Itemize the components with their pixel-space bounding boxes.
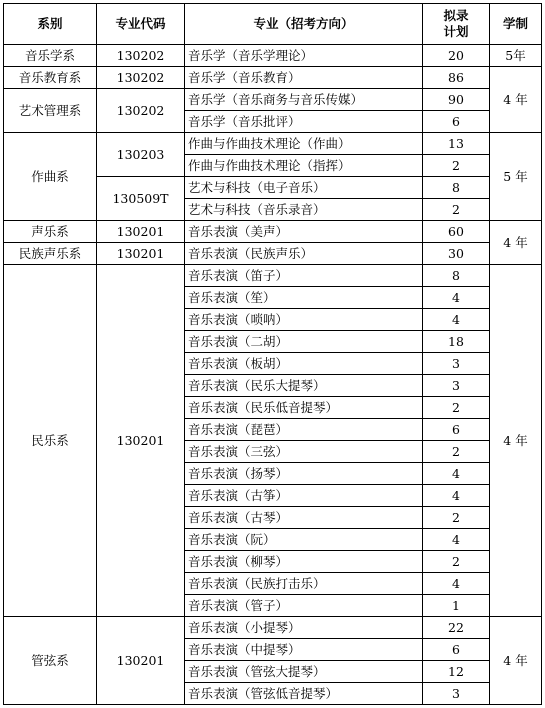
plan-cell: 1 bbox=[423, 595, 490, 617]
plan-cell: 8 bbox=[423, 265, 490, 287]
major-cell: 音乐表演（二胡） bbox=[185, 331, 423, 353]
major-cell: 音乐表演（管子） bbox=[185, 595, 423, 617]
code-cell: 130509T bbox=[97, 177, 185, 221]
duration-cell: 5年 bbox=[490, 45, 542, 67]
plan-cell: 90 bbox=[423, 89, 490, 111]
major-cell: 音乐表演（阮） bbox=[185, 529, 423, 551]
plan-cell: 2 bbox=[423, 155, 490, 177]
dept-cell: 管弦系 bbox=[4, 617, 97, 705]
duration-cell: 4 年 bbox=[490, 67, 542, 133]
major-cell: 作曲与作曲技术理论（指挥） bbox=[185, 155, 423, 177]
header-code: 专业代码 bbox=[97, 4, 185, 45]
code-cell: 130201 bbox=[97, 617, 185, 705]
plan-cell: 86 bbox=[423, 67, 490, 89]
plan-cell: 20 bbox=[423, 45, 490, 67]
major-cell: 艺术与科技（电子音乐） bbox=[185, 177, 423, 199]
major-cell: 艺术与科技（音乐录音） bbox=[185, 199, 423, 221]
table-row bbox=[4, 67, 542, 89]
header-plan bbox=[423, 4, 490, 45]
header-dept: 系别 bbox=[4, 4, 97, 45]
dept-cell: 音乐学系 bbox=[4, 45, 97, 67]
plan-cell: 2 bbox=[423, 551, 490, 573]
plan-cell: 3 bbox=[423, 683, 490, 705]
plan-cell: 4 bbox=[423, 287, 490, 309]
major-cell: 音乐表演（民族声乐） bbox=[185, 243, 423, 265]
plan-cell: 4 bbox=[423, 529, 490, 551]
major-cell: 作曲与作曲技术理论（作曲） bbox=[185, 133, 423, 155]
code-cell: 130203 bbox=[97, 133, 185, 177]
enrollment-plan-table bbox=[3, 3, 542, 705]
major-cell: 音乐表演（民乐大提琴） bbox=[185, 375, 423, 397]
code-cell: 130201 bbox=[97, 243, 185, 265]
plan-cell: 8 bbox=[423, 177, 490, 199]
dept-cell: 民乐系 bbox=[4, 265, 97, 617]
major-cell: 音乐学（音乐学理论） bbox=[185, 45, 423, 67]
header-plan-text bbox=[443, 8, 468, 40]
major-cell: 音乐表演（美声） bbox=[185, 221, 423, 243]
major-cell: 音乐学（音乐商务与音乐传媒） bbox=[185, 89, 423, 111]
dept-cell: 艺术管理系 bbox=[4, 89, 97, 133]
dept-cell: 音乐教育系 bbox=[4, 67, 97, 89]
major-cell: 音乐学（音乐教育） bbox=[185, 67, 423, 89]
plan-cell: 2 bbox=[423, 397, 490, 419]
duration-cell: 4 年 bbox=[490, 265, 542, 617]
plan-cell: 4 bbox=[423, 309, 490, 331]
code-cell: 130201 bbox=[97, 221, 185, 243]
header-major: 专业（招考方向） bbox=[185, 4, 423, 45]
plan-cell: 18 bbox=[423, 331, 490, 353]
header-row bbox=[4, 4, 542, 45]
duration-cell: 5 年 bbox=[490, 133, 542, 221]
table-row bbox=[4, 133, 542, 155]
table-row bbox=[4, 89, 542, 111]
major-cell: 音乐学（音乐批评） bbox=[185, 111, 423, 133]
major-cell: 音乐表演（管弦低音提琴） bbox=[185, 683, 423, 705]
plan-cell: 6 bbox=[423, 419, 490, 441]
major-cell: 音乐表演（古筝） bbox=[185, 485, 423, 507]
major-cell: 音乐表演（管弦大提琴） bbox=[185, 661, 423, 683]
table-row bbox=[4, 221, 542, 243]
major-cell: 音乐表演（柳琴） bbox=[185, 551, 423, 573]
major-cell: 音乐表演（板胡） bbox=[185, 353, 423, 375]
duration-cell: 4 年 bbox=[490, 617, 542, 705]
table-row bbox=[4, 617, 542, 639]
plan-cell: 4 bbox=[423, 463, 490, 485]
major-cell: 音乐表演（唢呐） bbox=[185, 309, 423, 331]
major-cell: 音乐表演（笙） bbox=[185, 287, 423, 309]
plan-cell: 12 bbox=[423, 661, 490, 683]
dept-cell: 声乐系 bbox=[4, 221, 97, 243]
plan-cell: 6 bbox=[423, 111, 490, 133]
dept-cell: 民族声乐系 bbox=[4, 243, 97, 265]
plan-cell: 22 bbox=[423, 617, 490, 639]
major-cell: 音乐表演（琵琶） bbox=[185, 419, 423, 441]
major-cell: 音乐表演（扬琴） bbox=[185, 463, 423, 485]
code-cell: 130202 bbox=[97, 67, 185, 89]
plan-cell: 13 bbox=[423, 133, 490, 155]
major-cell: 音乐表演（古琴） bbox=[185, 507, 423, 529]
plan-cell: 3 bbox=[423, 353, 490, 375]
major-cell: 音乐表演（小提琴） bbox=[185, 617, 423, 639]
plan-cell: 6 bbox=[423, 639, 490, 661]
duration-cell: 4 年 bbox=[490, 221, 542, 265]
dept-cell: 作曲系 bbox=[4, 133, 97, 221]
plan-cell: 2 bbox=[423, 441, 490, 463]
header-plan-line1: 拟录 bbox=[443, 8, 469, 23]
code-cell: 130201 bbox=[97, 265, 185, 617]
major-cell: 音乐表演（民乐低音提琴） bbox=[185, 397, 423, 419]
plan-cell: 2 bbox=[423, 507, 490, 529]
table-row bbox=[4, 265, 542, 287]
header-duration: 学制 bbox=[490, 4, 542, 45]
plan-cell: 3 bbox=[423, 375, 490, 397]
plan-cell: 4 bbox=[423, 485, 490, 507]
major-cell: 音乐表演（笛子） bbox=[185, 265, 423, 287]
code-cell: 130202 bbox=[97, 45, 185, 67]
plan-cell: 2 bbox=[423, 199, 490, 221]
table-row bbox=[4, 45, 542, 67]
major-cell: 音乐表演（三弦） bbox=[185, 441, 423, 463]
header-plan-line2: 计划 bbox=[443, 24, 469, 39]
major-cell: 音乐表演（中提琴） bbox=[185, 639, 423, 661]
plan-cell: 4 bbox=[423, 573, 490, 595]
major-cell: 音乐表演（民族打击乐） bbox=[185, 573, 423, 595]
plan-cell: 30 bbox=[423, 243, 490, 265]
code-cell: 130202 bbox=[97, 89, 185, 133]
table-row bbox=[4, 243, 542, 265]
plan-cell: 60 bbox=[423, 221, 490, 243]
